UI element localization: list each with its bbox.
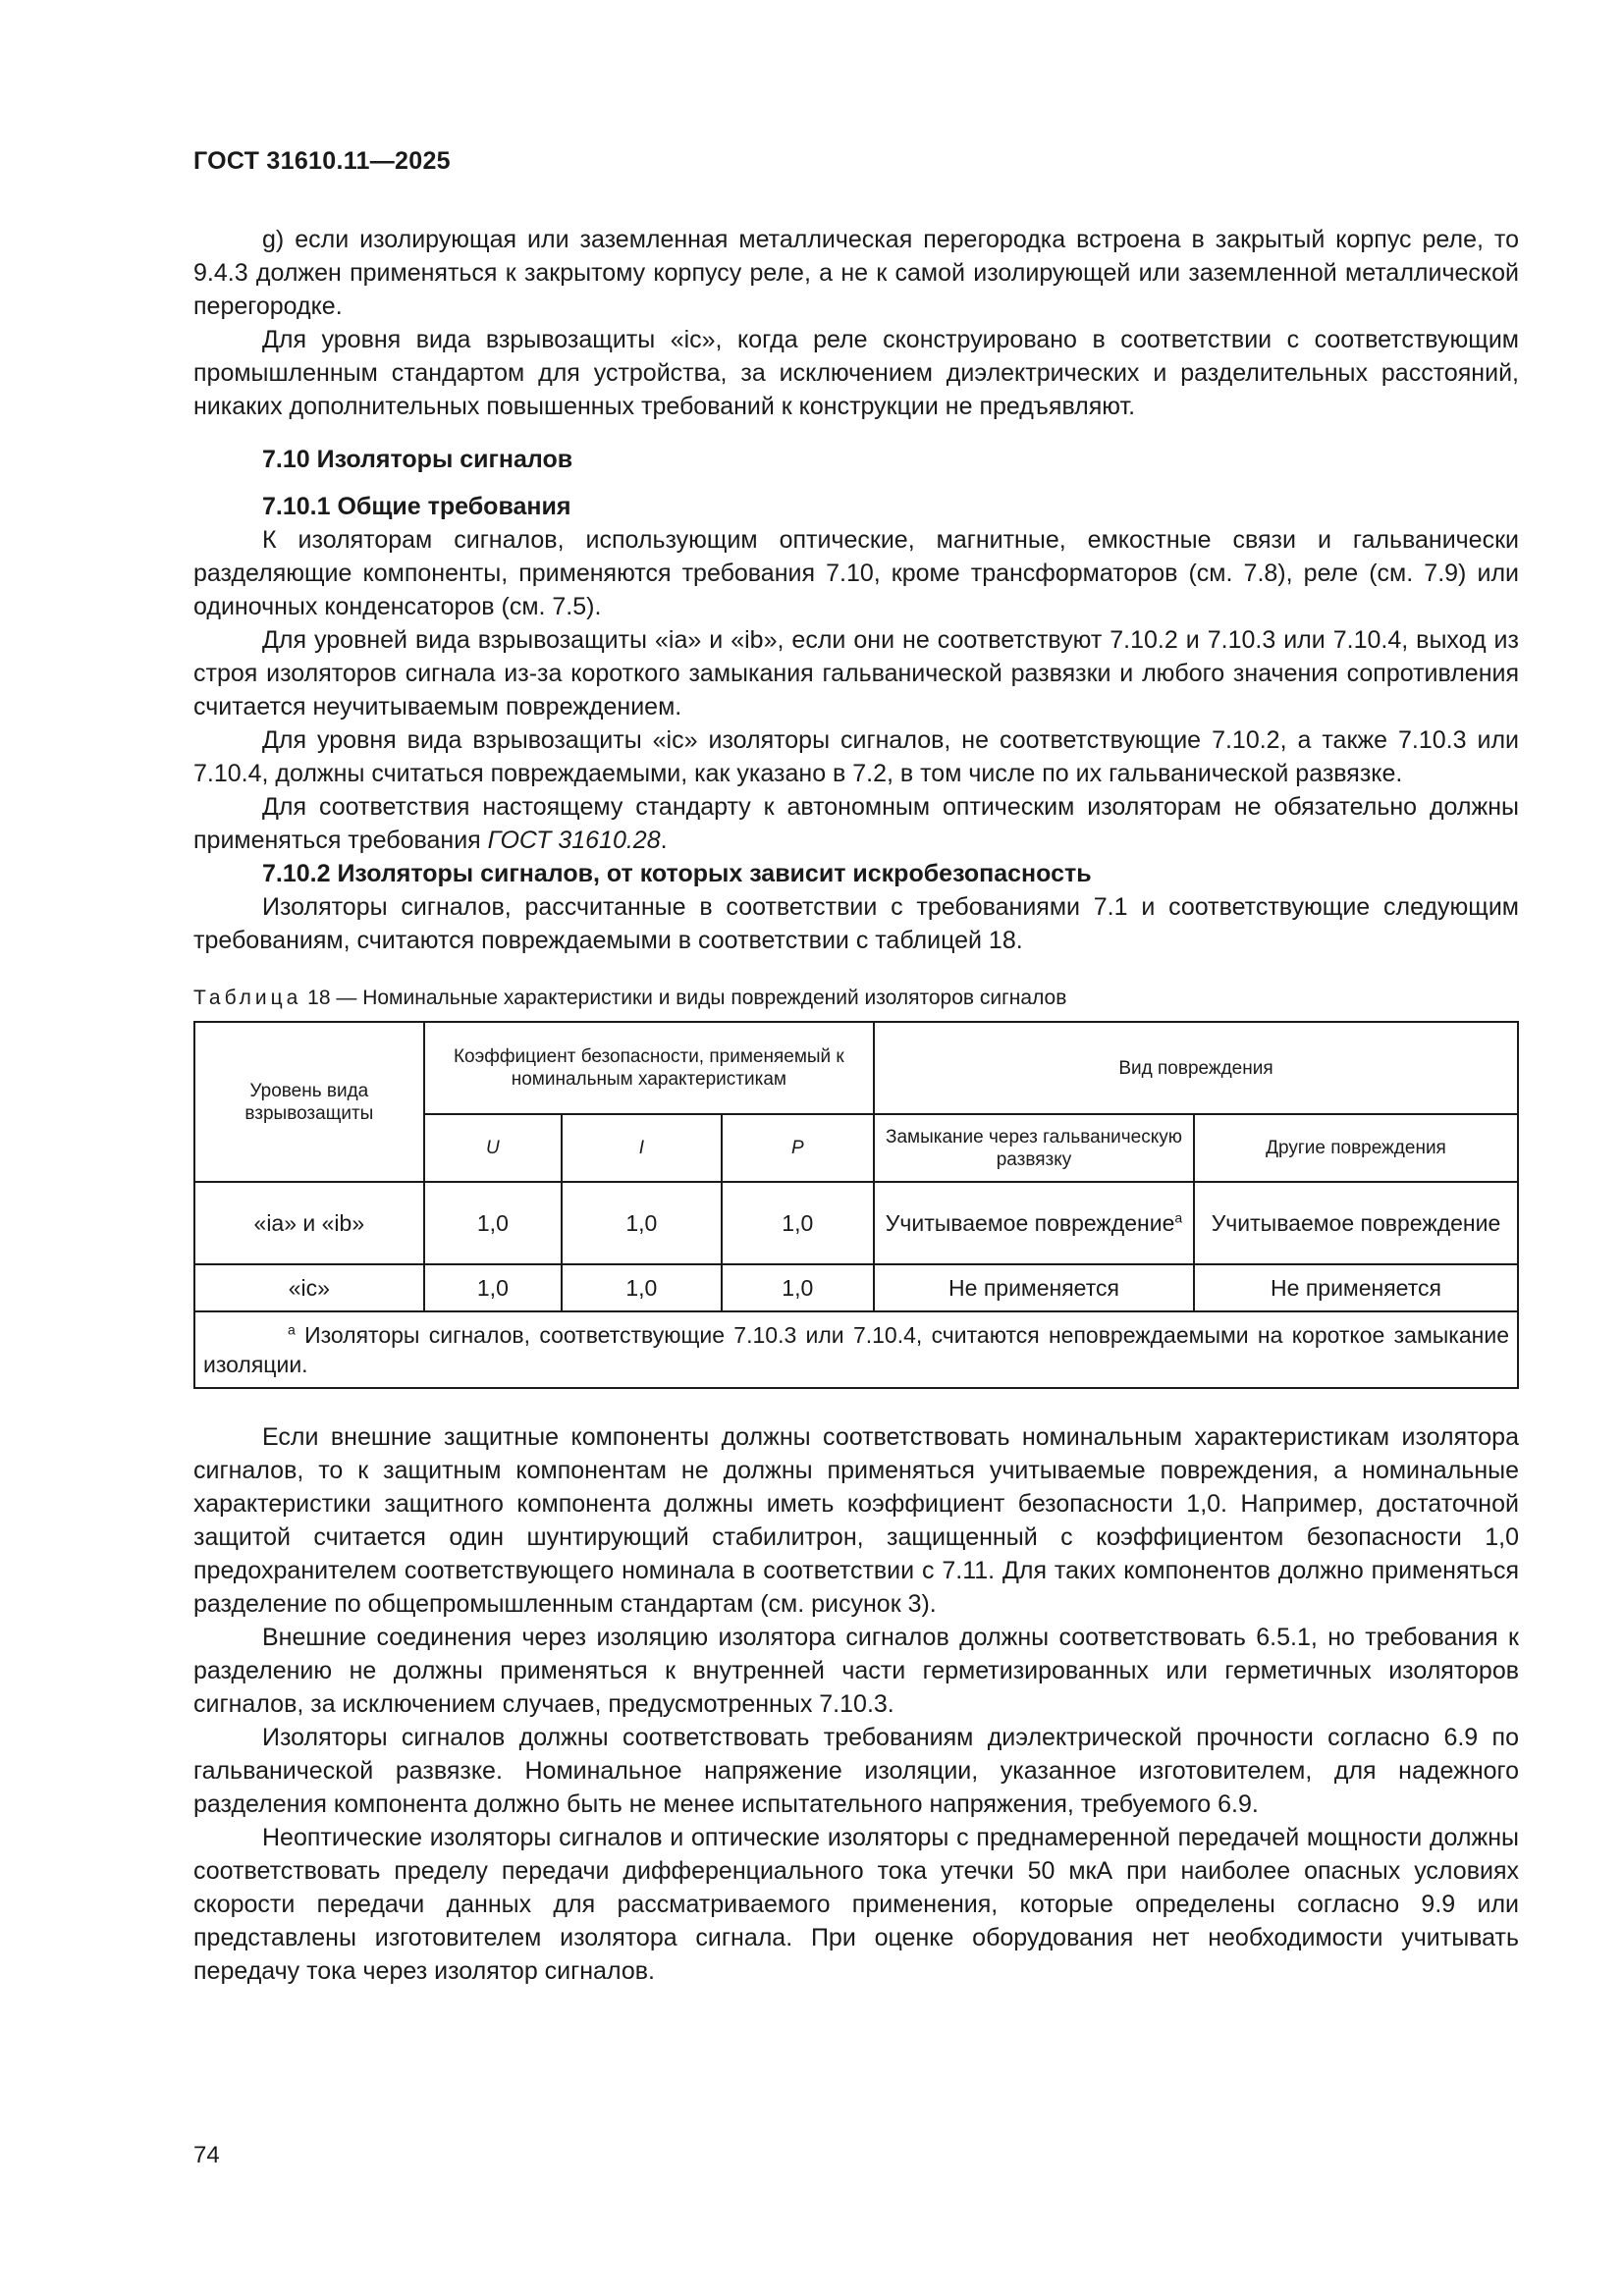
header-u: U — [424, 1114, 562, 1182]
header-damage-type: Вид повреждения — [874, 1022, 1518, 1114]
cell-level: «ic» — [194, 1264, 424, 1311]
table-footnote — [194, 1311, 1518, 1388]
paragraph-7-10-1-p4 — [193, 790, 1519, 857]
cell-short-circuit-text: Учитываемое повреждение — [885, 1210, 1175, 1236]
paragraph-7-10-1-p3: Для уровня вида взрывозащиты «ic» изоляторы сигналов, не соответствующие 7.10.2, а также 7.10.3 или 7.10.4, должны считаться повреждаемыми, как указано в 7.2, в том числе по их гальванической развязке. — [193, 726, 1519, 787]
cell-short-circuit: Не применяется — [874, 1264, 1194, 1311]
paragraph-after-p1: Если внешние защитные компоненты должны соответствовать номинальным характеристикам изолятора сигналов, то к защитным компонентам не должны применяться учитываемые повреждения, а номинальные характеристики защитного компонента должны иметь коэффициент безопасности 1,0. Например, достаточной защитой считается один шунтирующий стабилитрон, защищенный с коэффициентом безопасности 1,0 предохранителем соответствующего номинала в соответствии с 7.11. Для таких компонентов должно применяться разделение по общепромышленным стандартам (см. рисунок 3). — [193, 1423, 1519, 1618]
cell-other-damage: Не применяется — [1194, 1264, 1518, 1311]
page-number: 74 — [193, 2142, 220, 2168]
subsection-title-7-10-2: 7.10.2 Изоляторы сигналов, от которых зависит искробезопасность — [262, 860, 1092, 887]
section-title-7-10: 7.10 Изоляторы сигналов — [262, 446, 573, 473]
footnote-marker: a — [1174, 1209, 1183, 1226]
header-p: P — [722, 1114, 874, 1182]
header-safety-coefficient: Коэффициент безопасности, применяемый к номинальным характеристикам — [424, 1022, 874, 1114]
table-row — [194, 1182, 1518, 1264]
standard-reference-link: ГОСТ 31610.28 — [487, 827, 661, 854]
header-other-damage: Другие повреждения — [1194, 1114, 1518, 1182]
paragraph-after-p4: Неоптические изоляторы сигналов и оптические изоляторы с преднамеренной передачей мощности должны соответствовать пределу передачи дифференциального тока утечки 50 мкА при наиболее опасных условиях скорости передачи данных для рассматриваемого применения, которые определены согласно 9.9 или представлены изготовителем изолятора сигнала. При оценке оборудования нет необходимости учитывать передачу тока через изолятор сигналов. — [193, 1824, 1519, 1985]
paragraph-after-p2: Внешние соединения через изоляцию изолятора сигналов должны соответствовать 6.5.1, но требования к разделению не должны применяться к внутренней части герметизированных или герметичных изоляторов сигналов, за исключением случаев, предусмотренных 7.10.3. — [193, 1624, 1519, 1718]
header-level: Уровень вида взрывозащиты — [194, 1022, 424, 1182]
table-caption-word: Таблица — [193, 987, 302, 1009]
table-caption — [193, 985, 1519, 1012]
paragraph-after-p3: Изоляторы сигналов должны соответствовать требованиям диэлектрической прочности согласно 6.9 по гальванической развязке. Номинальное напряжение изоляции, указанное изготовителем, для надежного разделения компонента должно быть не менее испытательного напряжения, требуемого 6.9. — [193, 1724, 1519, 1818]
cell-u: 1,0 — [424, 1182, 562, 1264]
cell-level: «ia» и «ib» — [194, 1182, 424, 1264]
table-footnote-row — [194, 1311, 1518, 1388]
cell-i: 1,0 — [562, 1182, 721, 1264]
document-header: ГОСТ 31610.11—2025 — [193, 147, 451, 175]
footnote-mark: a — [288, 1321, 296, 1338]
paragraph-7-10-1-p4-text: Для соответствия настоящему стандарту к автономным оптическим изоляторам не обязательно должны применяться требования — [193, 793, 1519, 854]
document-body — [193, 223, 1519, 1988]
cell-p: 1,0 — [722, 1182, 874, 1264]
footnote-text: Изоляторы сигналов, соответствующие 7.10.3 или 7.10.4, считаются неповреждаемыми на короткое замыкание изоляции. — [203, 1322, 1509, 1377]
paragraph-ic-relay: Для уровня вида взрывозащиты «ic», когда реле сконструировано в соответствии с соответствующим промышленным стандартом для устройства, за исключением диэлектрических и разделительных расстояний, никаких дополнительных повышенных требований к конструкции не предъявляют. — [193, 326, 1519, 420]
paragraph-7-10-1-p4-end: . — [660, 827, 668, 854]
table-header-row — [194, 1022, 1518, 1114]
table-row — [194, 1264, 1518, 1311]
header-short-circuit: Замыкание через гальваническую развязку — [874, 1114, 1194, 1182]
cell-p: 1,0 — [722, 1264, 874, 1311]
cell-short-circuit — [874, 1182, 1194, 1264]
table-18 — [193, 1021, 1519, 1389]
document-page — [193, 0, 1519, 2296]
paragraphs-after-table — [193, 1420, 1519, 1988]
paragraph-7-10-1-p1: К изоляторам сигналов, использующим оптические, магнитные, емкостные связи и гальванически разделяющие компоненты, применяются требования 7.10, кроме трансформаторов (см. 7.8), реле (см. 7.9) или одиночных конденсаторов (см. 7.5). — [193, 526, 1519, 620]
paragraph-7-10-1-p2: Для уровней вида взрывозащиты «ia» и «ib», если они не соответствуют 7.10.2 и 7.10.3 или 7.10.4, выход из строя изоляторов сигнала из-за короткого замыкания гальванической развязки и любого значения сопротивления считается неучитываемым повреждением. — [193, 626, 1519, 721]
cell-i: 1,0 — [562, 1264, 721, 1311]
table-caption-text: 18 — Номинальные характеристики и виды повреждений изоляторов сигналов — [301, 987, 1067, 1009]
cell-u: 1,0 — [424, 1264, 562, 1311]
paragraph-7-10-2-p1: Изоляторы сигналов, рассчитанные в соответствии с требованиями 7.1 и соответствующие следующим требованиям, считаются повреждаемыми в соответствии с таблицей 18. — [193, 893, 1519, 954]
header-i: I — [562, 1114, 721, 1182]
paragraph-item-g: g) если изолирующая или заземленная металлическая перегородка встроена в закрытый корпус реле, то 9.4.3 должен применяться к закрытому корпусу реле, а не к самой изолирующей или заземленной металлической перегородке. — [193, 226, 1519, 320]
cell-other-damage: Учитываемое повреждение — [1194, 1182, 1518, 1264]
subsection-title-7-10-1: 7.10.1 Общие требования — [262, 493, 571, 520]
